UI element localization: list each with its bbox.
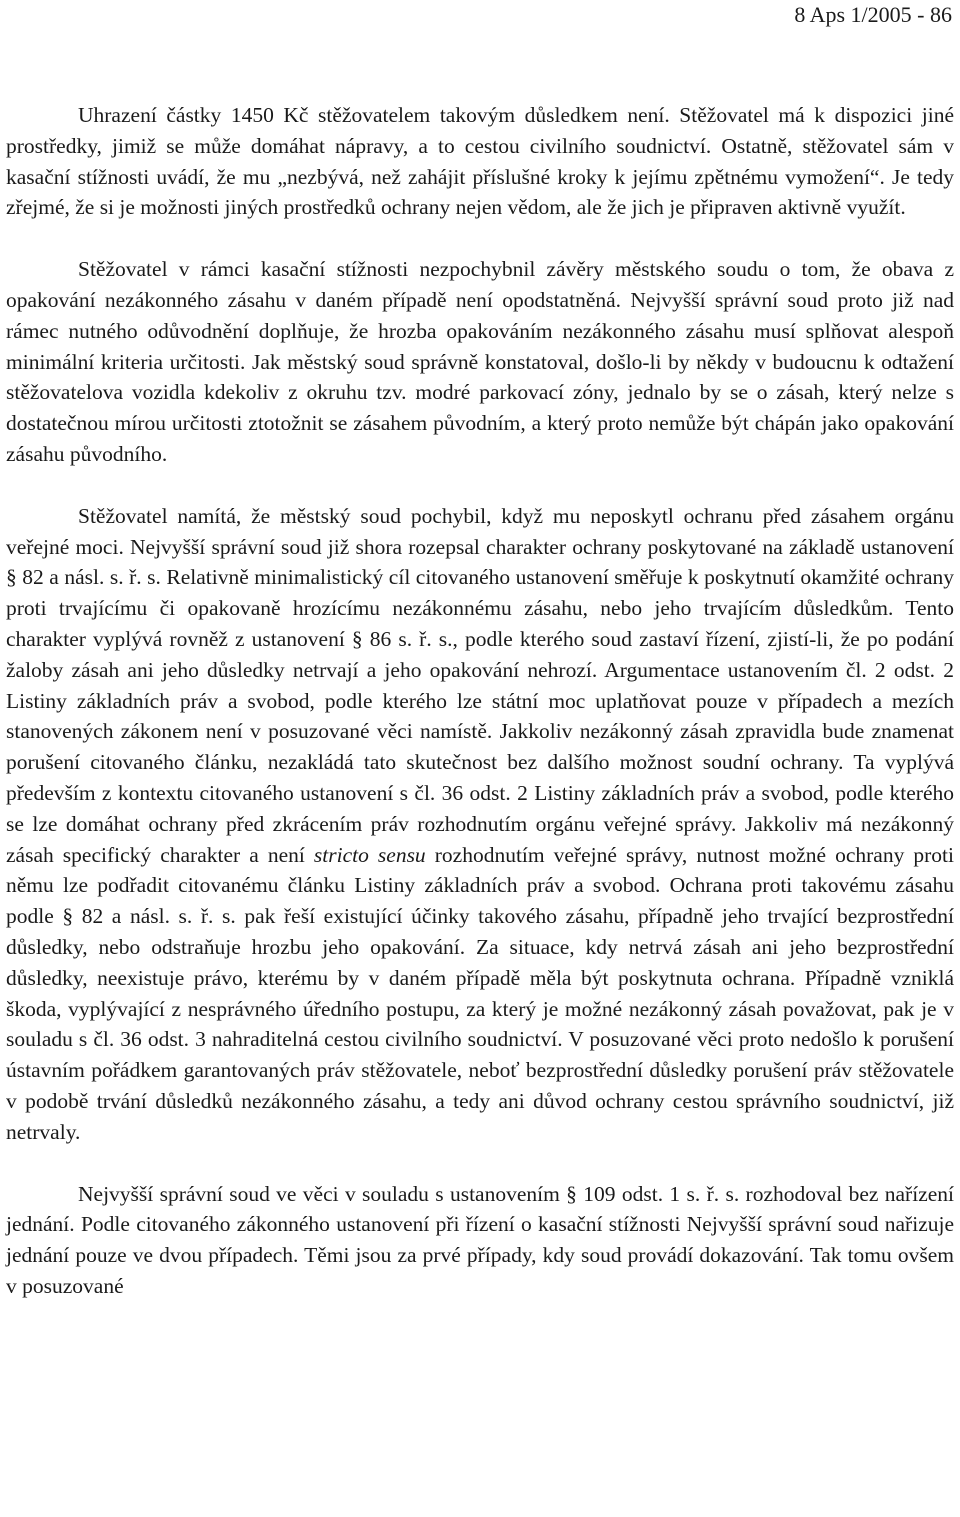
paragraph-text: Uhrazení částky 1450 Kč stěžovatelem takovým důsledkem není. Stěžovatel má k dispozici jiné prostředky, jimiž se může domáhat nápravy, a to cestou civilního soudnictví. Ostatně, stěžovatel sám v kasační stížnosti uvádí, že mu „nezbývá, než zahájit příslušné kroky k jejímu zpětnému vymožení“. Je tedy zřejmé, že si je možnosti jiných prostředků ochrany nejen vědom, ale že jich je připraven aktivně využít. bbox=[6, 103, 954, 220]
paragraph-text: Nejvyšší správní soud ve věci v souladu s ustanovením § 109 odst. 1 s. ř. s. rozhodoval bez nařízení jednání. Podle citovaného zákonného ustanovení při řízení o kasační stížnosti Nejvyšší správní soud nařizuje jednání pouze ve dvou případech. Těmi jsou za prvé případy, kdy soud provádí dokazování. Tak tomu ovšem v posuzované bbox=[6, 1181, 954, 1298]
paragraph bbox=[6, 1179, 954, 1302]
document-body bbox=[6, 100, 954, 1302]
paragraph bbox=[6, 254, 954, 470]
case-reference: 8 Aps 1/2005 - 86 bbox=[794, 2, 952, 27]
paragraph-text: Stěžovatel namítá, že městský soud pochybil, když mu neposkytl ochranu před zásahem orgánu veřejné moci. Nejvyšší správní soud již shora rozepsal charakter ochrany poskytované na základě ustanovení § 82 a násl. s. ř. s. Relativně minimalistický cíl citovaného ustanovení směřuje k poskytnutí okamžité ochrany proti trvajícímu či opakovaně hrozícímu nezákonnému zásahu, nebo jeho trvajícím důsledkům. Tento charakter vyplývá rovněž z ustanovení § 86 s. ř. s., podle kterého soud zastaví řízení, zjistí-li, že po podání žaloby zásah ani jeho důsledky netrvají a jeho opakování nehrozí. Argumentace ustanovením čl. 2 odst. 2 Listiny základních práv a svobod, podle kterého lze státní moc uplatňovat pouze v případech a mezích stanovených zákonem není v posuzované věci namístě. Jakkoliv nezákonný zásah zpravidla bude znamenat porušení citovaného článku, nezakládá tato skutečnost bez dalšího možnost soudní ochrany. Ta vyplývá především z kontextu citovaného ustanovení s čl. 36 odst. 2 Listiny základních práv a svobod, podle kterého se lze domáhat ochrany před zkrácením práv rozhodnutím orgánu veřejné správy. Jakkoliv má nezákonný zásah specifický charakter a není bbox=[6, 503, 954, 867]
paragraph bbox=[6, 501, 954, 1148]
italic-term: stricto sensu bbox=[313, 842, 426, 867]
paragraph-text: rozhodnutím veřejné správy, nutnost možné ochrany proti němu lze podřadit citovanému článku Listiny základních práv a svobod. Ochrana proti takovému zásahu podle § 82 a násl. s. ř. s. pak řeší existující účinky takového zásahu, případně jeho trvající bezprostřední důsledky, nebo odstraňuje hrozbu jeho opakování. Za situace, kdy netrvá zásah ani jeho bezprostřední důsledky, neexistuje právo, kterému by v daném případě měla být poskytnuta ochrana. Případně vzniklá škoda, vyplývající z nesprávného úředního postupu, za který je možné nezákonný zásah považovat, pak je v souladu s čl. 36 odst. 3 nahraditelná cestou civilního soudnictví. V posuzované věci proto nedošlo k porušení ústavním pořádkem garantovaných práv stěžovatele, neboť bezprostřední důsledky porušení práv stěžovatele v podobě trvání důsledků nezákonného zásahu, a tedy ani důvod ochrany cestou správního soudnictví, již netrvaly. bbox=[6, 842, 954, 1144]
paragraph-text: Stěžovatel v rámci kasační stížnosti nezpochybnil závěry městského soudu o tom, že obava z opakování nezákonného zásahu v daném případě není opodstatněná. Nejvyšší správní soud proto již nad rámec nutného odůvodnění doplňuje, že hrozba opakováním nezákonného zásahu musí splňovat alespoň minimální kriteria určitosti. Jak městský soud správně konstatoval, došlo-li by někdy v budoucnu k odtažení stěžovatelova vozidla kdekoliv z okruhu tzv. modré parkovací zóny, jednalo by se o zásah, který nelze s dostatečnou mírou určitosti ztotožnit se zásahem původním, a který proto nemůže být chápán jako opakování zásahu původního. bbox=[6, 257, 954, 466]
paragraph bbox=[6, 100, 954, 223]
